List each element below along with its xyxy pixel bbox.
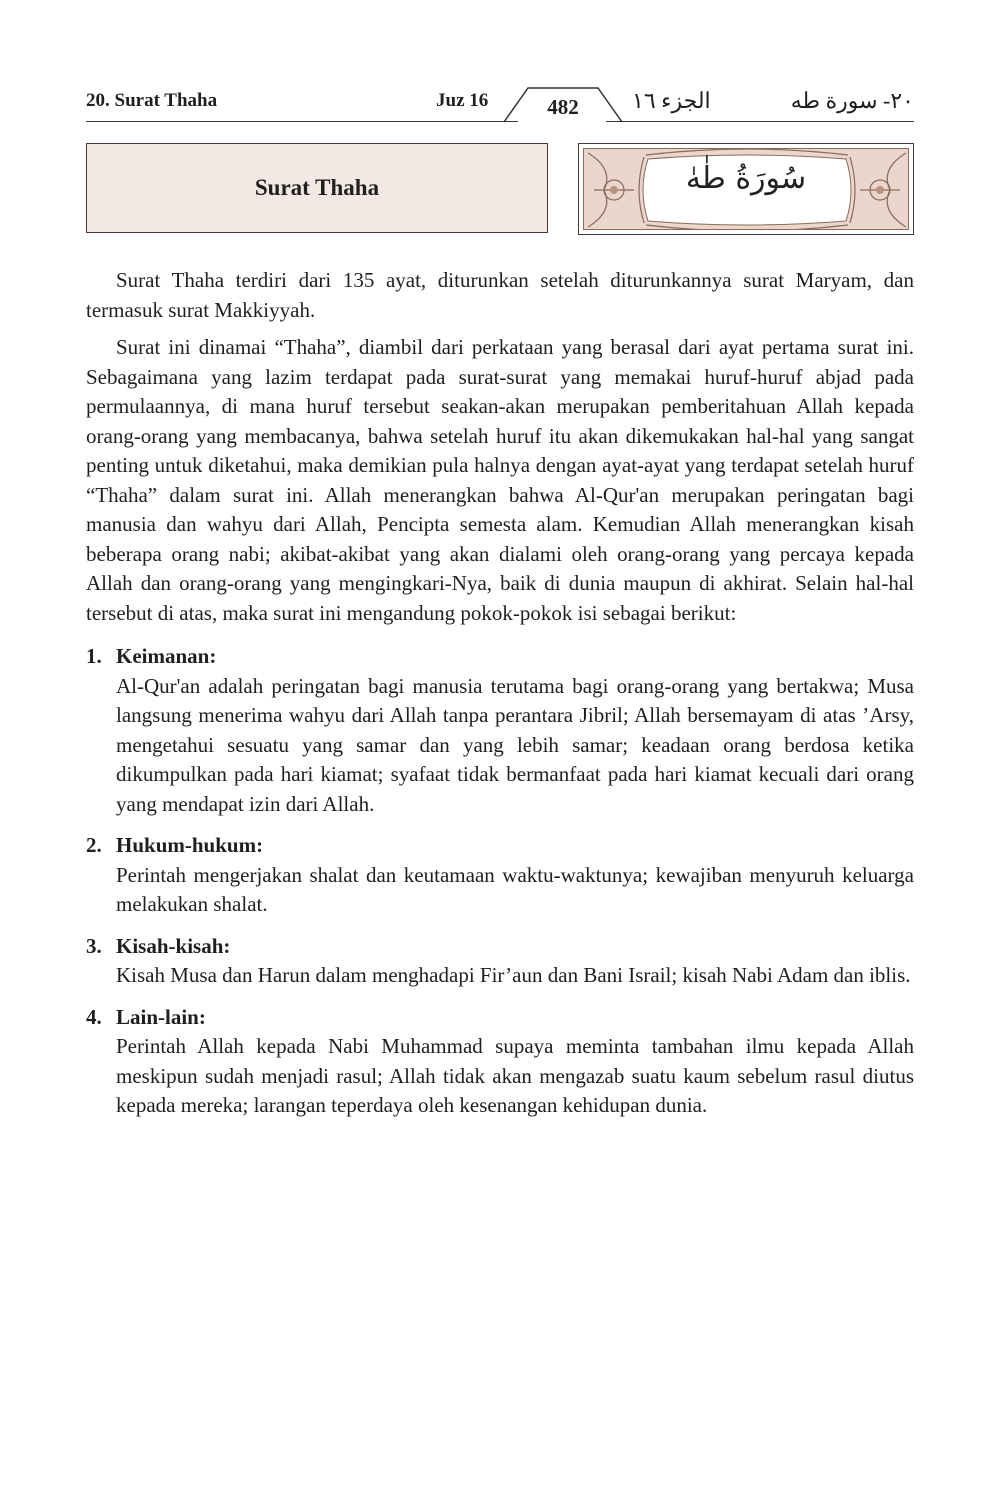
list-item (86, 831, 914, 920)
header-surah-arabic: ٢٠- سورة طه (790, 88, 914, 113)
list-item-heading (86, 932, 914, 962)
list-item (86, 932, 914, 991)
surah-ornament-frame (578, 143, 914, 235)
header-juz: Juz 16 (436, 90, 489, 111)
header-rule-left (86, 121, 518, 122)
ornament-panel (583, 148, 909, 230)
header-surah-title: 20. Surat Thaha (86, 90, 218, 111)
list-item-number: 3. (86, 933, 102, 958)
list-item (86, 642, 914, 819)
page-header (86, 86, 914, 126)
list-item-title: Keimanan: (116, 644, 217, 668)
header-page-number: 482 (547, 95, 579, 119)
header-juz-arabic: الجزء ١٦ (632, 88, 711, 113)
list-item (86, 1003, 914, 1121)
list-item-heading (86, 1003, 914, 1033)
list-item-title: Hukum-hukum: (116, 833, 264, 857)
list-item-text: Perintah Allah kepada Nabi Muhammad supaya meminta tambahan ilmu kepada Allah meskipun sudah menjadi rasul; Allah tidak akan mengazab suatu kaum sebelum rasul diutus kepada mereka; larangan teperdaya oleh kesenangan kehidupan dunia. (116, 1034, 914, 1117)
surah-title: Surat Thaha (254, 175, 380, 200)
paragraph: Surat Thaha terdiri dari 135 ayat, diturunkan setelah diturunkannya surat Maryam, dan termasuk surat Makkiyyah. (86, 268, 914, 322)
list-item-text: Perintah mengerjakan shalat dan keutamaan waktu-waktunya; kewajiban menyuruh keluarga melakukan shalat. (116, 862, 914, 916)
paragraph: Surat ini dinamai “Thaha”, diambil dari perkataan yang berasal dari ayat pertama surat ini. Sebagaimana yang lazim terdapat pada surat-surat yang memakai huruf-huruf abjad pada permulaannya, di mana huruf tersebut seakan-akan merupakan pemberitahuan Allah kepada orang-orang yang membacanya, bahwa setelah huruf itu akan dikemukakan hal-hal yang sangat penting untuk diketahui, maka demikian pula halnya dengan ayat-ayat yang terdapat setelah huruf “Thaha” dalam surat ini. Allah menerangkan bahwa Al-Qur'an merupakan peringatan bagi manusia dan wahyu dari Allah, Pencipta semesta alam. Kemudian Allah menerangkan kisah beberapa orang nabi; akibat-akibat yang akan dialami oleh orang-orang yang percaya kepada Allah dan orang-orang yang mengingkari-Nya, baik di dunia maupun di akhirat. Selain hal-hal tersebut di atas, maka surat ini mengandung pokok-pokok isi sebagai berikut: (86, 335, 914, 625)
content-list (86, 642, 914, 1121)
list-item-number: 2. (86, 833, 102, 857)
list-item-heading (86, 831, 914, 861)
list-item-text: Kisah Musa dan Harun dalam menghadapi Fir’aun dan Bani Israil; kisah Nabi Adam dan iblis. (116, 963, 911, 987)
header-rule-right (606, 121, 914, 122)
ornament-arabic-title: سُورَةُ طٰهٰ (685, 161, 807, 196)
list-item-title: Lain-lain: (116, 1004, 206, 1029)
list-item-text: Al-Qur'an adalah peringatan bagi manusia terutama bagi orang-orang yang bertakwa; Musa langsung menerima wahyu dari Allah tanpa perantara Jibril; Allah bersemayam di atas ’Arsy, mengetahui sesuatu yang samar dan yang lebih samar; keadaan orang berdosa ketika dikumpulkan pada hari kiamat; syafaat tidak bermanfaat pada hari kiamat kecuali dari orang yang mendapat izin dari Allah. (116, 673, 914, 816)
list-item-heading (86, 642, 914, 672)
main-content (86, 266, 914, 1133)
surah-title-box (86, 143, 548, 233)
list-item-title: Kisah-kisah: (116, 933, 231, 958)
list-item-number: 1. (86, 644, 102, 668)
list-item-number: 4. (86, 1004, 102, 1029)
